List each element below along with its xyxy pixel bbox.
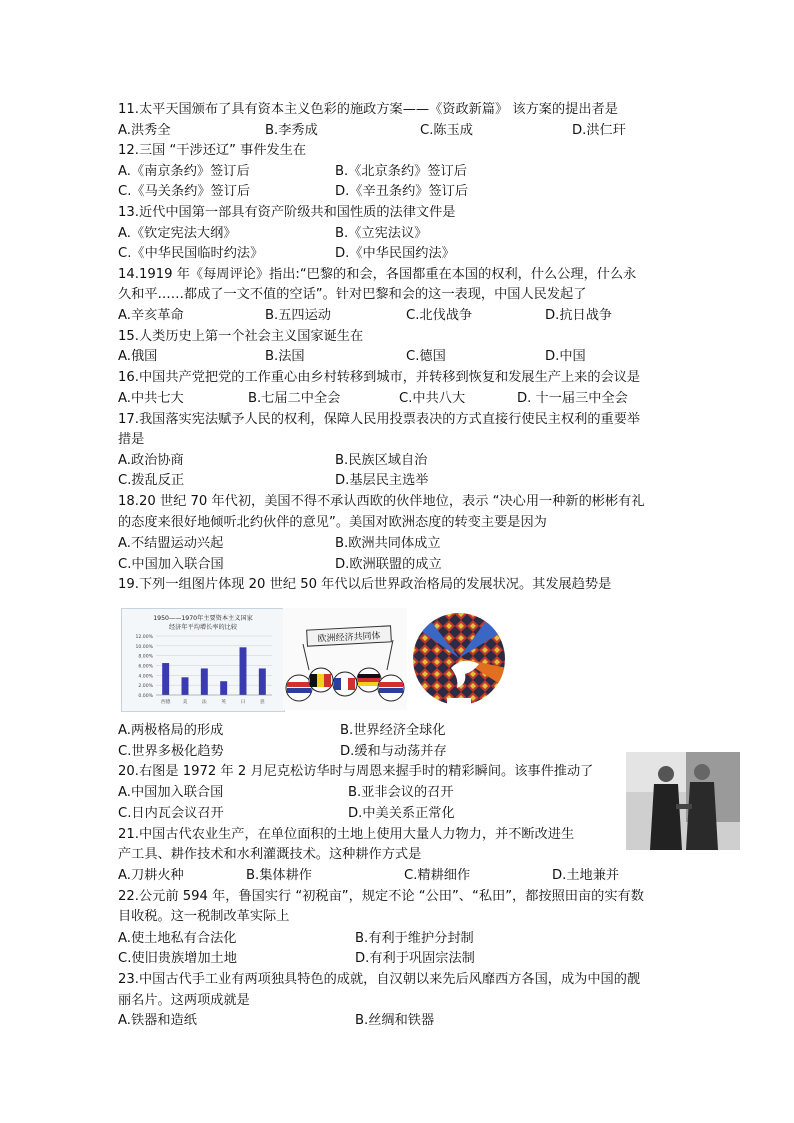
chart-title-line-1: 1950——1970年主要资本主义国家 xyxy=(153,615,253,622)
dove-quilt-icon xyxy=(407,608,511,710)
q17-option[interactable]: A.政治协商 xyxy=(118,453,184,468)
chart-y-tick-label: 0.00% xyxy=(138,694,153,699)
chart-bar xyxy=(240,647,247,695)
chart-bar xyxy=(201,668,208,695)
q16-stem-line: 16.中国共产党把党的工作重心由乡村转移到城市，并转移到恢复和发展生产上来的会议是 xyxy=(118,370,641,385)
q18-option[interactable]: D.欧洲联盟的成立 xyxy=(335,557,442,572)
q22-option[interactable]: C.使旧贵族增加土地 xyxy=(118,951,237,966)
q14-stem-line: 14.1919 年《每周评论》指出:“巴黎的和会，各国都重在本国的权利，什么公理，什么永 xyxy=(118,267,637,282)
handshake-photo-icon xyxy=(626,752,740,850)
chart-bar xyxy=(220,681,227,695)
chart-x-tick-label: 美 xyxy=(182,700,188,705)
q21-option[interactable]: C.精耕细作 xyxy=(404,868,471,883)
nixon-zhou-photo xyxy=(626,752,740,850)
q22-option[interactable]: B.有利于维护分封制 xyxy=(355,931,474,946)
q15-option[interactable]: B.法国 xyxy=(265,349,305,364)
chart-bar xyxy=(182,677,189,695)
q11-option[interactable]: A.洪秀全 xyxy=(118,123,171,138)
q13-option[interactable]: B.《立宪法议》 xyxy=(335,226,428,241)
chart-x-tick-label: 意 xyxy=(259,700,265,705)
q14-option[interactable]: B.五四运动 xyxy=(265,308,331,323)
q23-stem-line: 丽名片。这两项成就是 xyxy=(118,993,250,1008)
multipolar-quilt-image xyxy=(407,608,511,710)
q17-option[interactable]: B.民族区域自治 xyxy=(335,453,428,468)
q21-option[interactable]: A.刀耕火种 xyxy=(118,868,184,883)
q22-stem-line: 目收税。这一税制改革实际上 xyxy=(118,909,290,924)
q12-option[interactable]: A.《南京条约》签订后 xyxy=(118,164,250,179)
q18-stem-line: 18.20 世纪 70 年代初，美国不得不承认西欧的伙伴地位，表示 “决心用一种新的彬彬有礼 xyxy=(118,494,645,509)
chart-title-line-2: 经济年平均增长率的比较 xyxy=(168,624,238,631)
q16-option[interactable]: A.中共七大 xyxy=(118,391,184,406)
q13-option[interactable]: C.《中华民国临时约法》 xyxy=(118,246,264,261)
chart-y-tick-label: 2.00% xyxy=(138,684,153,690)
q23-option[interactable]: B.丝绸和铁器 xyxy=(355,1013,435,1028)
chart-x-tick-label: 西德 xyxy=(160,700,171,705)
chart-y-tick-label: 10.00% xyxy=(135,644,153,650)
q19-option[interactable]: C.世界多极化趋势 xyxy=(118,744,224,759)
q19-stem-line: 19.下列一组图片体现 20 世纪 50 年代以后世界政治格局的发展状况。其发展趋势是 xyxy=(118,577,612,592)
chart-bar xyxy=(259,668,266,695)
chart-y-tick-label: 4.00% xyxy=(138,674,153,680)
q12-option[interactable]: B.《北京条约》签订后 xyxy=(335,164,467,179)
chart-y-tick-label: 6.00% xyxy=(138,664,153,670)
q17-stem-line: 17.我国落实宪法赋予人民的权利，保障人民用投票表决的方式直接行使民主权利的重要举 xyxy=(118,412,641,427)
eec-cartoon-drawing xyxy=(283,608,407,710)
q13-stem-line: 13.近代中国第一部具有资产阶级共和国性质的法律文件是 xyxy=(118,205,456,220)
q18-option[interactable]: A.不结盟运动兴起 xyxy=(118,536,224,551)
q21-option[interactable]: B.集体耕作 xyxy=(246,868,312,883)
chart-x-tick-label: 英 xyxy=(221,700,227,705)
q21-stem-line: 产工具、耕作技术和水利灌溉技术。这种耕作方式是 xyxy=(118,847,422,862)
q15-option[interactable]: A.俄国 xyxy=(118,349,158,364)
cartoon-banner-text: 欧洲经济共同体 xyxy=(317,631,381,645)
q18-option[interactable]: C.中国加入联合国 xyxy=(118,557,224,572)
q11-option[interactable]: D.洪仁玕 xyxy=(572,123,626,138)
growth-rate-chart xyxy=(121,608,285,712)
q12-option[interactable]: D.《辛丑条约》签订后 xyxy=(335,184,469,199)
q21-stem-line: 21.中国古代农业生产，在单位面积的土地上使用大量人力物力，并不断改进生 xyxy=(118,827,575,842)
q23-option[interactable]: A.铁器和造纸 xyxy=(118,1013,197,1028)
q13-option[interactable]: D.《中华民国约法》 xyxy=(335,246,455,261)
q19-option[interactable]: A.两极格局的形成 xyxy=(118,723,224,738)
q13-option[interactable]: A.《钦定宪法大纲》 xyxy=(118,226,237,241)
chart-y-tick-label: 8.00% xyxy=(138,654,153,660)
q12-option[interactable]: C.《马关条约》签订后 xyxy=(118,184,251,199)
q14-option[interactable]: A.辛亥革命 xyxy=(118,308,184,323)
chart-bar xyxy=(162,663,169,695)
q20-option[interactable]: C.日内瓦会议召开 xyxy=(118,806,224,821)
chart-x-tick-label: 日 xyxy=(240,700,246,705)
q20-option[interactable]: A.中国加入联合国 xyxy=(118,785,224,800)
quilt-notch xyxy=(447,698,471,710)
q22-option[interactable]: D.有利于巩固宗法制 xyxy=(355,951,475,966)
q18-option[interactable]: B.欧洲共同体成立 xyxy=(335,536,441,551)
q14-option[interactable]: C.北伐战争 xyxy=(406,308,473,323)
q17-option[interactable]: C.拨乱反正 xyxy=(118,473,185,488)
q16-option[interactable]: D. 十一届三中全会 xyxy=(517,391,628,406)
q22-stem-line: 22.公元前 594 年，鲁国实行 “初税亩”，规定不论 “公田”、“私田”，都按照田亩的实有数 xyxy=(118,889,644,904)
q14-option[interactable]: D.抗日战争 xyxy=(545,308,613,323)
q17-stem-line: 措是 xyxy=(118,432,145,447)
q21-option[interactable]: D.土地兼并 xyxy=(552,868,620,883)
q23-stem-line: 23.中国古代手工业有两项独具特色的成就，自汉朝以来先后风靡西方各国，成为中国的靓 xyxy=(118,972,641,987)
q16-option[interactable]: C.中共八大 xyxy=(399,391,466,406)
q12-stem-line: 12.三国 “干涉还辽” 事件发生在 xyxy=(118,143,307,158)
q20-option[interactable]: B.亚非会议的召开 xyxy=(348,785,454,800)
q16-option[interactable]: B.七届二中全会 xyxy=(248,391,341,406)
eec-cartoon xyxy=(283,608,407,710)
q11-option[interactable]: C.陈玉成 xyxy=(420,123,473,138)
q11-stem-line: 11.太平天国颁布了具有资本主义色彩的施政方案——《资政新篇》 该方案的提出者是 xyxy=(118,102,618,117)
q22-option[interactable]: A.使土地私有合法化 xyxy=(118,931,237,946)
growth-rate-bar-chart xyxy=(122,609,284,711)
quilt-pattern xyxy=(407,608,511,710)
q19-option[interactable]: B.世界经济全球化 xyxy=(340,723,446,738)
q14-stem-line: 久和平……都成了一文不值的空话”。针对巴黎和会的这一表现，中国人民发起了 xyxy=(118,287,587,302)
chart-y-tick-label: 12.00% xyxy=(135,635,153,640)
q20-option[interactable]: D.中美关系正常化 xyxy=(348,806,455,821)
q15-stem-line: 15.人类历史上第一个社会主义国家诞生在 xyxy=(118,329,364,344)
q11-option[interactable]: B.李秀成 xyxy=(265,123,318,138)
q15-option[interactable]: D.中国 xyxy=(545,349,586,364)
chart-x-tick-label: 法 xyxy=(201,700,207,705)
q18-stem-line: 的态度来很好地倾听北约伙伴的意见”。美国对欧洲态度的转变主要是因为 xyxy=(118,515,547,530)
q15-option[interactable]: C.德国 xyxy=(406,349,446,364)
q17-option[interactable]: D.基层民主选举 xyxy=(335,473,429,488)
q20-stem-line: 20.右图是 1972 年 2 月尼克松访华时与周恩来握手时的精彩瞬间。该事件推动了 xyxy=(118,764,594,779)
q19-option[interactable]: D.缓和与动荡并存 xyxy=(340,744,447,759)
